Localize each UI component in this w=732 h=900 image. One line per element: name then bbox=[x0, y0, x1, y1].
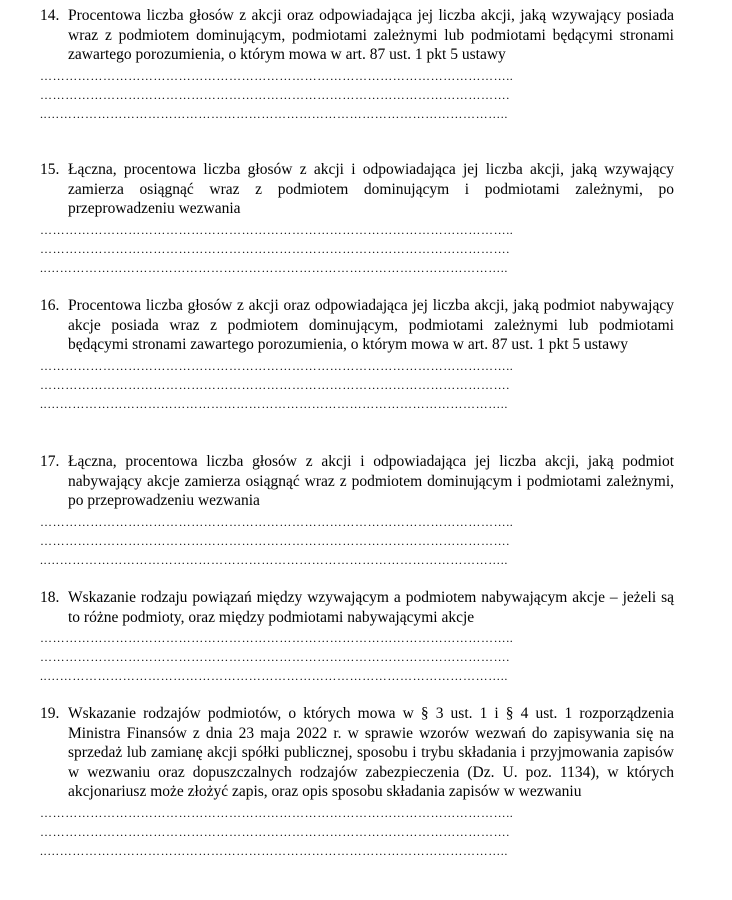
item-15 bbox=[40, 160, 674, 278]
item-17 bbox=[40, 452, 674, 570]
item-number: 15. bbox=[40, 161, 60, 178]
answer-lines[interactable] bbox=[40, 67, 674, 124]
dotted-line[interactable]: ..……………………………………………………………………………………………….. bbox=[40, 106, 508, 121]
dotted-line[interactable]: ..……………………………………………………………………………………………….. bbox=[40, 669, 508, 683]
item-number: 17. bbox=[40, 453, 60, 470]
item-19 bbox=[40, 704, 674, 861]
dotted-line[interactable]: ..……………………………………………………………………………………………….. bbox=[40, 396, 508, 411]
answer-lines[interactable] bbox=[40, 629, 674, 686]
item-number: 19. bbox=[40, 705, 60, 722]
item-heading bbox=[40, 296, 674, 355]
dotted-line[interactable]: ..……………………………………………………………………………………………….. bbox=[40, 260, 508, 275]
dotted-line[interactable]: …………………………………………………………………………………………………. bbox=[40, 824, 510, 839]
answer-lines[interactable] bbox=[40, 513, 674, 570]
dotted-line[interactable]: …………………………………………………………………………………………………. bbox=[40, 87, 510, 102]
item-text: Wskazanie rodzajów podmiotów, o których mowa w § 3 ust. 1 i § 4 ust. 1 rozporządzenia Ministra Finansów z dnia 23 maja 2022 r. w sprawie wzorów wezwań do zapisywania się na sprzedaż lub zamianę akcji spółki publicznej, sposobu i trybu składania i przyjmowania zapisów w wezwaniu oraz dopuszczalnych rodzajów zabezpieczenia (Dz. U. poz. 1134), w których akcjonariusz może złożyć zapis, oraz opis sposobu składania zapisów w wezwaniu bbox=[68, 705, 674, 800]
dotted-line[interactable]: ………………………………………………………………………………………………….. bbox=[40, 805, 514, 820]
dotted-line[interactable]: …………………………………………………………………………………………………. bbox=[40, 377, 510, 392]
dotted-line[interactable]: …………………………………………………………………………………………………. bbox=[40, 241, 510, 256]
item-number: 14. bbox=[40, 7, 60, 24]
dotted-line[interactable]: ..……………………………………………………………………………………………….. bbox=[40, 552, 508, 567]
item-18 bbox=[40, 588, 674, 686]
answer-lines[interactable] bbox=[40, 804, 674, 861]
dotted-line[interactable]: ………………………………………………………………………………………………….. bbox=[40, 514, 514, 529]
item-14 bbox=[40, 6, 674, 124]
item-text: Procentowa liczba głosów z akcji oraz odpowiadająca jej liczba akcji, jaką podmiot nabywający akcje posiada wraz z podmiotem dominującym, podmiotami zależnymi lub podmiotami będącymi stronami zawartego porozumienia, o którym mowa w art. 87 ust. 1 pkt 5 ustawy bbox=[68, 297, 674, 353]
item-heading bbox=[40, 6, 674, 65]
answer-lines[interactable] bbox=[40, 221, 674, 278]
item-text: Łączna, procentowa liczba głosów z akcji i odpowiadająca jej liczba akcji, jaką podmiot nabywający akcje zamierza osiągnąć wraz z podmiotem dominującym i podmiotami zależnymi, po przeprowadzeniu wezwania bbox=[68, 453, 674, 509]
dotted-line[interactable]: ………………………………………………………………………………………………….. bbox=[40, 631, 514, 645]
dotted-line[interactable]: ..……………………………………………………………………………………………….. bbox=[40, 843, 508, 858]
dotted-line[interactable]: ………………………………………………………………………………………………….. bbox=[40, 358, 514, 373]
answer-lines[interactable] bbox=[40, 357, 674, 414]
item-heading bbox=[40, 160, 674, 219]
dotted-line[interactable]: ………………………………………………………………………………………………….. bbox=[40, 222, 514, 237]
item-text: Łączna, procentowa liczba głosów z akcji i odpowiadająca jej liczba akcji, jaką wzywający zamierza osiągnąć wraz z podmiotem dominującym i podmiotami zależnymi, po przeprowadzeniu wezwania bbox=[68, 161, 674, 217]
item-heading bbox=[40, 704, 674, 802]
item-heading bbox=[40, 452, 674, 511]
item-16 bbox=[40, 296, 674, 414]
item-text: Procentowa liczba głosów z akcji oraz odpowiadająca jej liczba akcji, jaką wzywający posiada wraz z podmiotem dominującym, podmiotami zależnymi lub podmiotami będącymi stronami zawartego porozumienia, o którym mowa w art. 87 ust. 1 pkt 5 ustawy bbox=[68, 7, 674, 63]
dotted-line[interactable]: ………………………………………………………………………………………………….. bbox=[40, 68, 514, 83]
item-number: 16. bbox=[40, 297, 60, 314]
item-number: 18. bbox=[40, 589, 60, 606]
item-heading bbox=[40, 588, 674, 627]
item-text: Wskazanie rodzaju powiązań między wzywającym a podmiotem nabywającym akcje – jeżeli są to różne podmioty, oraz między podmiotami nabywającymi akcje bbox=[68, 589, 674, 626]
dotted-line[interactable]: …………………………………………………………………………………………………. bbox=[40, 650, 510, 664]
dotted-line[interactable]: …………………………………………………………………………………………………. bbox=[40, 533, 510, 548]
